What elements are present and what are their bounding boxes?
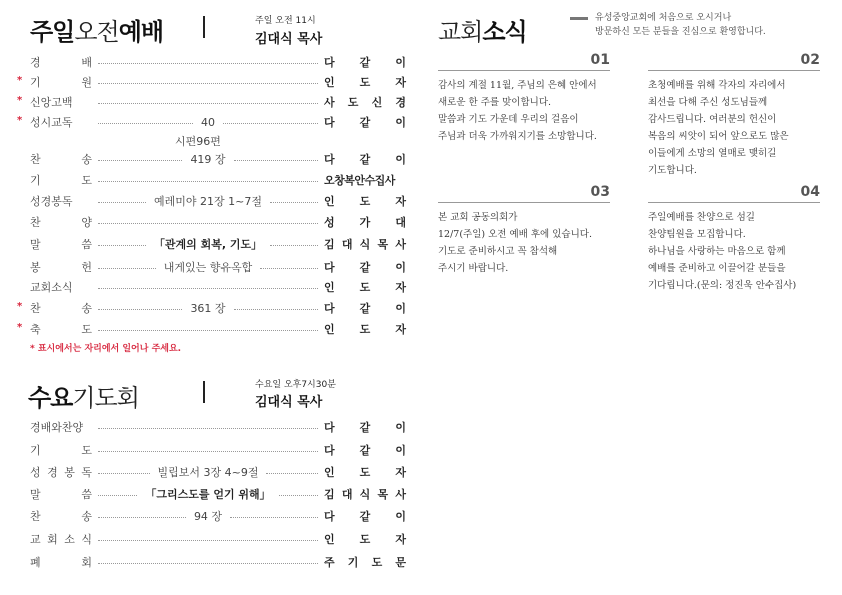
order-detail: 「그리스도를 얻기 위해」 [145, 488, 271, 501]
leader-char: 자 [395, 466, 406, 479]
order-label [30, 114, 92, 130]
order-detail: 빌립보서 3장 4~9절 [157, 466, 259, 479]
order-leader [324, 531, 406, 547]
leader-dots [98, 123, 193, 124]
leader-char: 김 [324, 238, 335, 251]
order-label [30, 151, 92, 167]
leader-char: 대 [341, 488, 353, 501]
order-label [30, 236, 92, 252]
standing-note: * 표시에서는 자리에서 일어나 주세요. [30, 344, 182, 354]
label-char: 봉 [64, 466, 75, 479]
leader-char: 도 [359, 195, 371, 208]
dot-leader [98, 300, 318, 316]
order-row [30, 463, 406, 481]
label-char: 찬 [30, 302, 41, 315]
label-char: 폐 [30, 556, 41, 569]
leader-char: 같 [359, 153, 371, 166]
news-rule [648, 70, 820, 71]
label-char: 양 [81, 216, 92, 229]
dot-leader [98, 81, 318, 84]
dot-leader [98, 486, 318, 502]
leader-char: 다 [324, 56, 335, 69]
leader-char: 도 [359, 281, 371, 294]
news-text-line: 감사드립니다. 여러분의 헌신이 [648, 114, 777, 125]
leader-dots [98, 428, 318, 429]
news-text-line: 찬양팀원을 모집합니다. [648, 229, 746, 240]
leader-char: 신 [371, 96, 383, 109]
leader-dots [270, 245, 318, 246]
leader-char: 인 [324, 281, 335, 294]
order-label [30, 442, 92, 458]
news-text-line: 말씀과 기도 가운데 우리의 걸음이 [438, 114, 579, 125]
dot-leader [98, 221, 318, 224]
leader-char: 같 [359, 56, 371, 69]
standing-marker: * [17, 301, 23, 312]
leader-dots [98, 103, 318, 104]
welcome-intro [595, 11, 766, 39]
news-text-line: 기다립니다.(문의: 정진욱 안수집사) [648, 280, 797, 291]
title-divider [203, 381, 205, 403]
leader-dots [98, 540, 318, 541]
standing-marker: * [17, 75, 23, 86]
leader-char: 다 [324, 510, 335, 523]
order-leader [324, 74, 406, 90]
news-accent-bar [570, 17, 588, 20]
standing-marker: * [17, 115, 23, 126]
dot-leader [98, 116, 318, 129]
leader-char: 문 [395, 556, 406, 569]
leader-char: 다 [324, 261, 335, 274]
dot-leader [98, 286, 318, 289]
label-char: 송 [81, 153, 92, 166]
leader-char: 이 [395, 444, 406, 457]
label-char: 경 [47, 466, 58, 479]
news-text-line: 주일예배를 찬양으로 섬길 [648, 212, 755, 223]
label-char: 봉 [30, 261, 41, 274]
order-row [30, 150, 406, 168]
leader-char: 다 [324, 421, 335, 434]
order-detail: 40 [201, 115, 215, 129]
title-part: 오전 [74, 18, 119, 46]
label-char: 경 [30, 56, 41, 69]
order-row [30, 192, 406, 210]
label-char: 성시교독 [30, 116, 73, 129]
dot-leader [98, 464, 318, 480]
dot-leader [98, 426, 318, 429]
leader-dots [98, 160, 182, 161]
sunday-sub-reading: 시편96편 [175, 135, 221, 148]
title-part: 주일 [30, 18, 75, 46]
label-char: 송 [81, 302, 92, 315]
label-char: 성 [30, 466, 41, 479]
dot-leader [98, 561, 318, 564]
news-text-line: 새로운 한 주를 맞이합니다. [438, 97, 552, 108]
leader-char: 다 [324, 444, 335, 457]
label-char: 축 [30, 323, 41, 336]
order-leader [324, 464, 406, 480]
title-part: 소식 [482, 18, 527, 46]
leader-dots [98, 517, 186, 518]
dot-leader [98, 179, 318, 182]
leader-dots [270, 202, 318, 203]
order-label [30, 279, 92, 295]
news-text-line: 하나님을 사랑하는 마음으로 함께 [648, 246, 786, 257]
leader-char: 도 [347, 96, 359, 109]
label-char: 씀 [81, 238, 92, 251]
news-item [648, 184, 820, 294]
leader-char: 사 [395, 238, 406, 251]
dot-leader [98, 101, 318, 104]
order-label [30, 172, 92, 188]
leader-char: 도 [359, 76, 371, 89]
sunday-time: 주일 오전 11시 [255, 16, 316, 26]
order-leader [324, 486, 406, 502]
label-char: 말 [30, 488, 41, 501]
order-leader [324, 193, 406, 209]
news-rule [438, 70, 610, 71]
title-divider [203, 16, 205, 38]
order-label [30, 214, 92, 230]
news-number: 01 [590, 52, 610, 68]
leader-char: 이 [395, 421, 406, 434]
order-label [30, 94, 92, 110]
news-item [438, 184, 610, 277]
standing-marker: * [17, 95, 23, 106]
order-row [30, 530, 406, 548]
leader-dots [98, 223, 318, 224]
order-label [30, 554, 92, 570]
order-detail: 「관계의 회복, 기도」 [153, 238, 263, 251]
leader-char: 이 [395, 153, 406, 166]
label-char: 독 [81, 466, 92, 479]
dot-leader [98, 236, 318, 252]
news-text-line: 예배를 준비하고 이끌어갈 분들을 [648, 263, 786, 274]
news-number: 03 [590, 184, 610, 200]
leader-char: 다 [324, 153, 335, 166]
leader-char: 자 [395, 76, 406, 89]
title-part: 예배 [118, 18, 164, 46]
order-label [30, 464, 92, 480]
leader-dots [98, 63, 318, 64]
order-row [17, 93, 406, 111]
leader-char: 사 [324, 96, 335, 109]
order-row [30, 507, 406, 525]
news-text-line: 초청예배를 위해 각자의 자리에서 [648, 80, 786, 91]
dot-leader [98, 259, 318, 275]
leader-dots [98, 451, 318, 452]
leader-dots [98, 181, 318, 182]
leader-dots [98, 330, 318, 331]
order-leader [324, 259, 406, 275]
title-part: 기도회 [72, 384, 139, 412]
label-char: 송 [81, 510, 92, 523]
news-text-line: 12/7(주일) 오전 예배 후에 있습니다. [438, 229, 592, 240]
order-label [30, 419, 92, 435]
leader-char: 자 [395, 323, 406, 336]
order-row [17, 113, 406, 131]
dot-leader [98, 193, 318, 209]
order-row [30, 553, 406, 571]
order-label [30, 486, 92, 502]
leader-dots [98, 83, 318, 84]
leader-dots [223, 123, 318, 124]
order-detail: 내게있는 향유옥합 [163, 261, 253, 274]
label-char: 성경봉독 [30, 195, 73, 208]
leader-dots [98, 473, 150, 474]
leader-char: 같 [359, 302, 371, 315]
leader-char: 인 [324, 323, 335, 336]
order-label [30, 193, 92, 209]
order-leader [324, 279, 406, 295]
order-leader [324, 151, 406, 167]
order-detail: 419 장 [190, 153, 226, 166]
leader-char: 이 [395, 302, 406, 315]
leader-char: 같 [359, 421, 371, 434]
label-char: 회 [47, 533, 58, 546]
label-char: 교회소식 [30, 281, 73, 294]
order-label [30, 531, 92, 547]
leader-char: 다 [324, 116, 335, 129]
leader-dots [230, 517, 318, 518]
order-row [30, 235, 406, 253]
order-leader [324, 419, 406, 435]
leader-dots [98, 563, 318, 564]
dot-leader [98, 449, 318, 452]
news-text-line: 이들에게 소망의 열매로 맺히길 [648, 148, 777, 159]
leader-dots [234, 160, 318, 161]
leader-char: 같 [359, 116, 371, 129]
leader-dots [98, 309, 182, 310]
dot-leader [98, 328, 318, 331]
leader-char: 이 [395, 510, 406, 523]
leader-char: 식 [359, 488, 371, 501]
leader-char: 도 [359, 533, 371, 546]
order-row [30, 53, 406, 71]
leader-char: 식 [359, 238, 371, 251]
order-leader [324, 442, 406, 458]
label-char: 회 [81, 556, 92, 569]
order-label [30, 259, 92, 275]
order-leader [324, 300, 406, 316]
order-row [30, 441, 406, 459]
leader-char: 인 [324, 466, 335, 479]
label-char: 식 [81, 533, 92, 546]
leader-char: 목 [377, 488, 389, 501]
news-rule [438, 202, 610, 203]
leader-dots [98, 268, 156, 269]
leader-dots [98, 495, 137, 496]
label-char: 원 [81, 76, 92, 89]
label-char: 찬 [30, 216, 41, 229]
order-row [30, 258, 406, 276]
order-detail: 예레미야 21장 1~7절 [154, 195, 262, 208]
sunday-pastor: 김대식 목사 [255, 32, 323, 47]
leader-char: 오창복안수집사 [324, 174, 395, 187]
leader-char: 인 [324, 533, 335, 546]
leader-char: 같 [359, 444, 371, 457]
news-text-line: 복음의 씨앗이 되어 앞으로도 많은 [648, 131, 789, 142]
label-char: 기 [30, 174, 41, 187]
leader-dots [98, 288, 318, 289]
leader-char: 사 [395, 488, 406, 501]
label-char: 찬 [30, 510, 41, 523]
leader-char: 자 [395, 281, 406, 294]
label-char: 헌 [81, 261, 92, 274]
leader-char: 주 [324, 556, 335, 569]
leader-char: 목 [377, 238, 389, 251]
order-label [30, 74, 92, 90]
order-row [17, 320, 406, 338]
order-label [30, 321, 92, 337]
leader-dots [260, 268, 318, 269]
order-row [30, 278, 406, 296]
dot-leader [98, 61, 318, 64]
intro-line: 방문하신 모든 분들을 진심으로 환영합니다. [595, 27, 766, 37]
intro-line: 유성중앙교회에 처음으로 오시거나 [595, 13, 732, 23]
leader-char: 도 [371, 556, 383, 569]
title-part: 교회 [438, 18, 483, 46]
leader-char: 성 [324, 216, 335, 229]
order-leader [324, 508, 406, 524]
order-leader [324, 172, 406, 188]
label-char: 교 [30, 533, 41, 546]
leader-char: 자 [395, 195, 406, 208]
standing-marker: * [17, 322, 23, 333]
label-char: 말 [30, 238, 41, 251]
order-row [17, 299, 406, 317]
news-number: 04 [800, 184, 820, 200]
leader-char: 같 [359, 261, 371, 274]
label-char: 소 [64, 533, 75, 546]
label-char: 신앙고백 [30, 96, 73, 109]
label-char: 찬 [30, 153, 41, 166]
leader-char: 경 [395, 96, 406, 109]
order-detail: 361 장 [190, 302, 226, 315]
news-text-line: 기도로 준비하시고 꼭 참석해 [438, 246, 558, 257]
dot-leader [98, 538, 318, 541]
leader-dots [98, 245, 146, 246]
order-leader [324, 554, 406, 570]
label-char: 도 [81, 174, 92, 187]
news-item [438, 52, 610, 145]
wednesday-time: 수요일 오후7시30분 [255, 380, 336, 390]
leader-char: 이 [395, 261, 406, 274]
leader-char: 기 [347, 556, 359, 569]
order-detail: 94 장 [193, 510, 223, 523]
order-leader [324, 214, 406, 230]
title-part: 수요 [28, 384, 73, 412]
leader-char: 대 [341, 238, 353, 251]
order-label [30, 300, 92, 316]
label-char: 도 [81, 323, 92, 336]
wednesday-service-title [28, 378, 139, 413]
order-leader [324, 54, 406, 70]
label-char: 경배와찬양 [30, 421, 84, 434]
order-row [30, 171, 406, 189]
label-char: 기 [30, 444, 41, 457]
news-text-line: 본 교회 공동의회가 [438, 212, 518, 223]
leader-char: 인 [324, 76, 335, 89]
label-char: 도 [81, 444, 92, 457]
leader-char: 김 [324, 488, 335, 501]
order-leader [324, 114, 406, 130]
news-item [648, 52, 820, 179]
order-row [30, 213, 406, 231]
news-text-line: 기도합니다. [648, 165, 697, 176]
leader-char: 이 [395, 116, 406, 129]
news-number: 02 [800, 52, 820, 68]
news-text-line: 감사의 계절 11월, 주님의 은혜 안에서 [438, 80, 597, 91]
sunday-service-title [30, 12, 163, 47]
dot-leader [98, 151, 318, 167]
news-rule [648, 202, 820, 203]
label-char: 배 [81, 56, 92, 69]
order-label [30, 54, 92, 70]
order-row [17, 73, 406, 91]
wednesday-pastor: 김대식 목사 [255, 395, 323, 410]
leader-char: 인 [324, 195, 335, 208]
leader-char: 이 [395, 56, 406, 69]
leader-dots [279, 495, 318, 496]
order-row [30, 485, 406, 503]
order-leader [324, 321, 406, 337]
leader-char: 같 [359, 510, 371, 523]
leader-char: 도 [359, 323, 371, 336]
leader-dots [98, 202, 146, 203]
news-text-line: 주님과 더욱 가까워지기를 소망합니다. [438, 131, 597, 142]
label-char: 씀 [81, 488, 92, 501]
news-text-line: 주시기 바랍니다. [438, 263, 509, 274]
leader-char: 가 [359, 216, 371, 229]
order-label [30, 508, 92, 524]
order-row [30, 418, 406, 436]
news-title [438, 12, 527, 47]
order-leader [324, 94, 406, 110]
leader-char: 대 [395, 216, 406, 229]
leader-char: 자 [395, 533, 406, 546]
leader-char: 다 [324, 302, 335, 315]
order-leader [324, 236, 406, 252]
label-char: 기 [30, 76, 41, 89]
news-text-line: 최선을 다해 주신 성도님들께 [648, 97, 768, 108]
leader-dots [234, 309, 318, 310]
leader-dots [266, 473, 318, 474]
dot-leader [98, 508, 318, 524]
leader-char: 도 [359, 466, 371, 479]
